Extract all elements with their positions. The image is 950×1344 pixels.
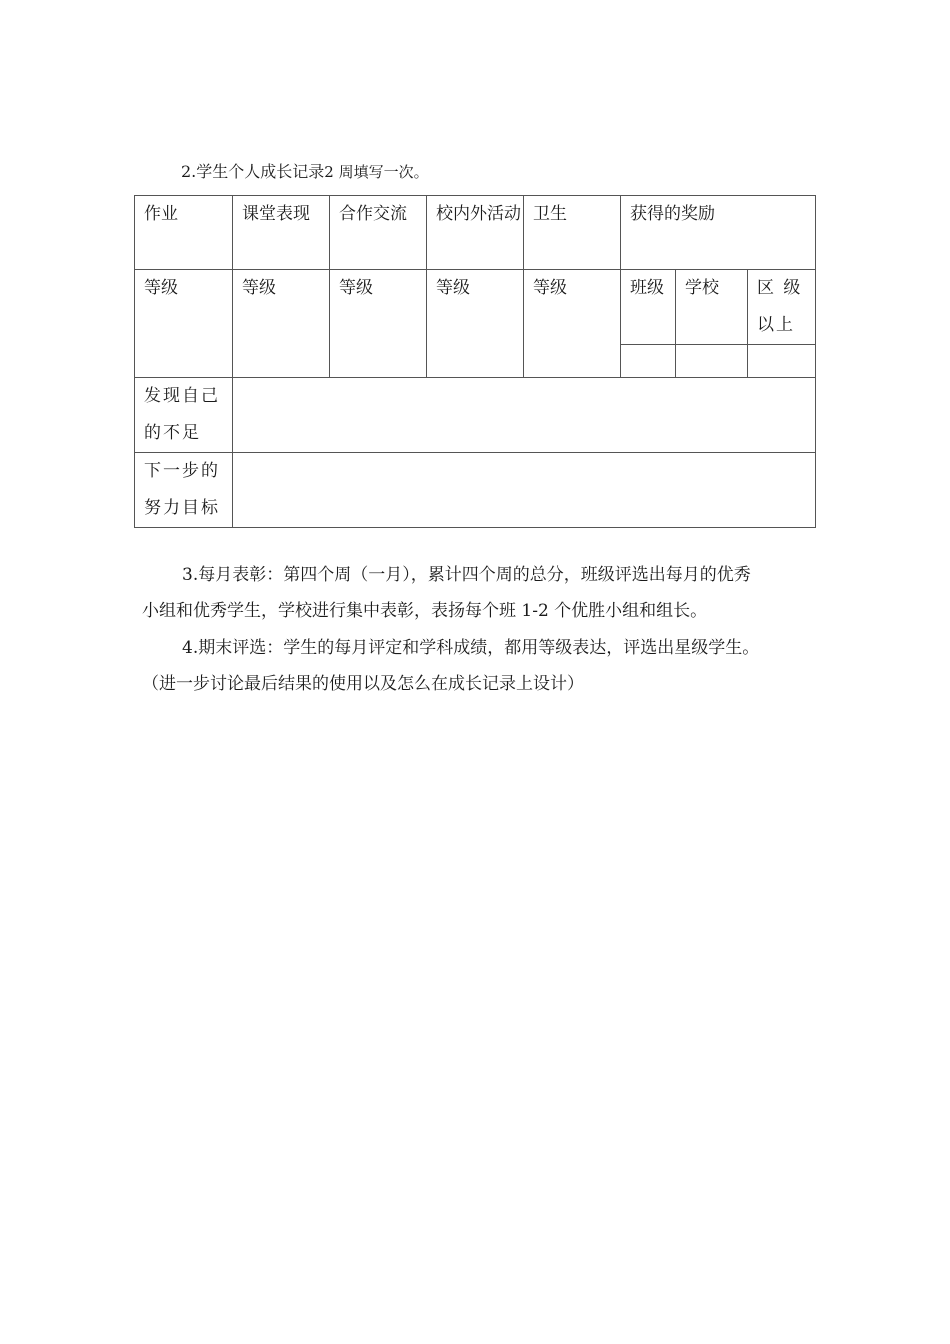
shortcomings-entry (233, 378, 816, 453)
grade-class-performance: 等级 (233, 270, 330, 378)
award-district-entry (748, 345, 816, 378)
heading-main: 2.学生个人成长记录 (181, 162, 325, 181)
award-class: 班级 (621, 270, 676, 345)
table-header-row (135, 196, 816, 270)
grade-activities: 等级 (427, 270, 524, 378)
header-hygiene: 卫生 (524, 196, 621, 270)
grade-homework: 等级 (135, 270, 233, 378)
shortcomings-label: 发现自己的不足 (135, 378, 233, 453)
award-district: 区 级以上 (748, 270, 816, 345)
para3-line1: 3.每月表彰：第四个周（一月），累计四个周的总分，班级评选出每月的优秀 (182, 565, 751, 585)
grade-cooperation: 等级 (330, 270, 427, 378)
heading-frequency: 2 周填写一次。 (324, 163, 429, 181)
grade-hygiene: 等级 (524, 270, 621, 378)
award-school: 学校 (676, 270, 748, 345)
grade-row (135, 270, 816, 345)
award-class-entry (621, 345, 676, 378)
para4-line2: （进一步讨论最后结果的使用以及怎么在成长记录上设计） (142, 674, 584, 694)
monthly-commendation-paragraph (142, 557, 812, 629)
header-cooperation: 合作交流 (330, 196, 427, 270)
growth-record-table (134, 195, 816, 528)
section-heading (181, 160, 429, 184)
shortcomings-row (135, 378, 816, 453)
header-awards: 获得的奖励 (621, 196, 816, 270)
award-school-entry (676, 345, 748, 378)
header-class-performance: 课堂表现 (233, 196, 330, 270)
goals-row (135, 453, 816, 528)
header-homework: 作业 (135, 196, 233, 270)
header-activities: 校内外活动 (427, 196, 524, 270)
final-selection-paragraph (142, 630, 812, 702)
goals-entry (233, 453, 816, 528)
goals-label: 下一步的努力目标 (135, 453, 233, 528)
para4-line1: 4.期末评选：学生的每月评定和学科成绩，都用等级表达，评选出星级学生。 (182, 638, 760, 658)
para3-line2: 小组和优秀学生，学校进行集中表彰，表扬每个班 1-2 个优胜小组和组长。 (142, 601, 708, 621)
